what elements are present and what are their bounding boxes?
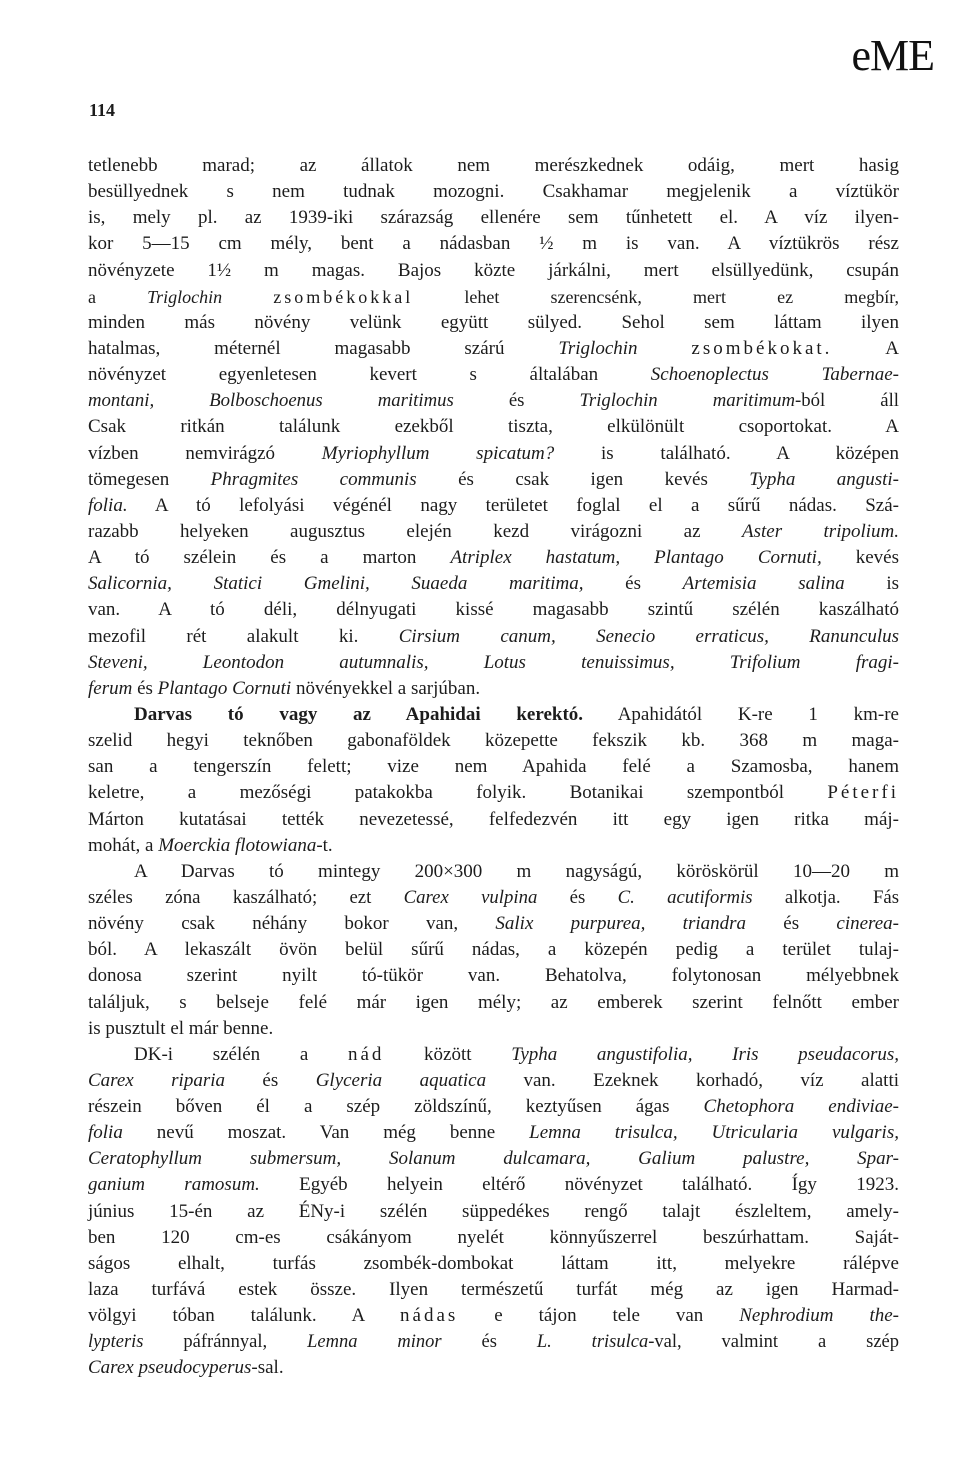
text-line	[88, 728, 899, 754]
text-line	[88, 780, 899, 806]
text-line	[88, 963, 899, 989]
text-segment: Apahidától K-re 1 km-re	[583, 703, 899, 725]
text-line	[88, 441, 899, 467]
text-line	[88, 650, 899, 676]
text-line	[88, 310, 899, 336]
italic-species-name: C. acutiformis	[617, 886, 753, 908]
text-segment: Márton kutatásai tették nevezetessé, felfedezvén itt egy igen ritka máj-	[88, 808, 899, 830]
text-line	[88, 990, 899, 1016]
text-segment: laza turfává estek össze. Ilyen természetű turfát még az igen Harmad-	[88, 1279, 899, 1301]
text-segment: razabb helyeken augusztus elején kezd virágozni az	[88, 520, 742, 542]
italic-species-name: Plantago Cornuti	[157, 677, 292, 699]
text-segment: -val, valmint a szép	[648, 1332, 899, 1353]
text-line	[88, 336, 899, 362]
text-segment: san a tengerszín felett; vize nem Apahida felé a Szamosba, hanem	[88, 756, 899, 778]
text-segment: szelid hegyi teknőben gabonaföldek közepette fekszik kb. 368 m maga-	[88, 730, 899, 752]
text-segment: hatalmas, méternél magasabb szárú	[88, 337, 559, 359]
text-line	[88, 258, 899, 284]
italic-species-name: ganium ramosum.	[88, 1174, 260, 1196]
text-segment: mohát, a	[88, 834, 159, 856]
text-segment: is található. A középen	[554, 442, 899, 464]
italic-species-name: Carex pseudocyperus	[88, 1357, 252, 1379]
text-line	[88, 859, 899, 885]
italic-species-name: Atriplex hastatum, Plantago Cornuti,	[450, 547, 822, 569]
text-segment: donosa szerint nyilt tó-tükör van. Behatolva, folytonosan mélyebbnek	[88, 965, 899, 987]
text-line	[88, 153, 899, 179]
text-segment: és	[441, 1332, 537, 1353]
italic-species-name: folia.	[88, 494, 128, 516]
text-segment: minden más növény velünk együtt sülyed. Sehol sem láttam ilyen	[88, 311, 899, 333]
text-segment: és	[746, 913, 837, 935]
italic-species-name: Triglochin	[558, 337, 638, 359]
text-line	[88, 597, 899, 623]
text-segment: nevű moszat. Van még benne	[122, 1122, 530, 1144]
text-segment: tetlenebb marad; az állatok nem merészkednek odáig, mert hasig	[88, 155, 899, 176]
text-segment: széles zóna kaszálható; ezt	[88, 886, 404, 908]
spaced-emphasis-text: Péterfi	[827, 782, 899, 804]
italic-species-name: Triglochin	[147, 286, 223, 307]
text-line	[88, 1199, 899, 1225]
italic-species-name: L. trisulca	[536, 1332, 649, 1353]
text-segment: A tó szélein és a marton	[88, 547, 451, 569]
text-line	[88, 1277, 899, 1303]
italic-species-name: Typha angustifolia, Iris pseudacorus,	[511, 1043, 899, 1065]
text-line	[88, 467, 899, 493]
italic-species-name: folia	[88, 1122, 123, 1144]
italic-species-name: Myriophyllum spicatum?	[321, 442, 555, 464]
text-segment: és	[453, 390, 580, 412]
text-segment: -sal.	[251, 1357, 284, 1379]
text-segment: növény csak néhány bokor van,	[88, 913, 496, 935]
italic-species-name: Nephrodium the-	[739, 1305, 899, 1327]
text-segment: ból. A lekaszált övön belül sűrű nádas, a közepén pedig a terület tulaj-	[88, 939, 899, 961]
text-line	[88, 833, 899, 859]
italic-species-name: cinerea-	[836, 913, 899, 935]
italic-species-name: Carex riparia	[88, 1069, 225, 1091]
text-segment: is, mely pl. az 1939-iki szárazság ellenére sem tűnhetett el. A víz ilyen-	[88, 207, 899, 229]
text-line	[88, 1355, 899, 1381]
text-segment: van. A tó déli, délnyugati kissé magasabb szintű szélén kaszálható	[88, 599, 899, 621]
text-segment: mezofil rét alakult ki.	[88, 625, 399, 647]
text-line	[88, 702, 899, 728]
text-segment: és	[583, 573, 683, 595]
text-segment: részein bőven él a szép zöldszínű, keztyűsen ágas	[88, 1096, 704, 1118]
italic-species-name: Lemna minor	[307, 1332, 442, 1353]
text-segment: e tájon tele van	[458, 1305, 740, 1327]
italic-species-name: Moerckia flotowiana-	[158, 834, 323, 856]
text-line	[88, 937, 899, 963]
text-line	[88, 1172, 899, 1198]
text-segment: növényzet egyenletesen kevert s általában	[88, 364, 651, 386]
italic-species-name: montani, Bolboschoenus maritimus	[88, 390, 454, 412]
text-segment: A tó lefolyási végénél nagy területet foglal el a sűrű nádas. Szá-	[127, 494, 899, 516]
text-segment: t.	[322, 834, 333, 856]
text-segment: és	[132, 677, 158, 699]
bold-heading-text: Darvas tó vagy az Apahidai kerektó.	[134, 703, 584, 725]
text-segment: Csak ritkán találunk ezekből tiszta, elkülönült csoportokat. A	[88, 416, 899, 438]
italic-species-name: Chetophora endiviae-	[703, 1096, 899, 1118]
text-line	[88, 1016, 899, 1042]
spaced-emphasis-text: nád	[347, 1043, 385, 1065]
text-line	[88, 885, 899, 911]
italic-species-name: Salix purpurea, triandra	[495, 913, 747, 935]
text-segment: ságos elhalt, turfás zsombék-dombokat láttam itt, melyekre rálépve	[88, 1252, 899, 1274]
text-line	[88, 1146, 899, 1172]
italic-species-name: ferum	[88, 677, 133, 699]
text-line	[88, 205, 899, 231]
text-segment: kevés	[821, 547, 899, 569]
italic-species-name: Schoenoplectus Tabernae-	[650, 364, 899, 386]
text-segment: Egyéb helyein eltérő növényzet található. Így 1923.	[259, 1174, 899, 1196]
text-segment: alkotja. Fás	[752, 886, 899, 908]
text-segment: vízben nemvirágzó	[88, 442, 322, 464]
text-segment: is	[844, 573, 899, 595]
text-segment: június 15-én az ÉNy-i szélén süppedékes rengő talajt észleltem, amely-	[88, 1200, 899, 1222]
text-line	[88, 414, 899, 440]
page-body-text	[88, 153, 899, 1382]
italic-species-name: Cirsium canum, Senecio erraticus, Ranunculus	[398, 625, 899, 647]
text-line	[88, 1303, 899, 1329]
text-line	[88, 1068, 899, 1094]
text-segment: besüllyednek s nem tudnak mozogni. Csakhamar megjelenik a víztükör	[88, 181, 899, 203]
text-segment: van. Ezeknek korhadó, víz alatti	[486, 1069, 899, 1091]
text-segment: növényzete 1½ m magas. Bajos közte járkálni, mert elsüllyedünk, csupán	[88, 259, 899, 281]
text-line	[88, 493, 899, 519]
text-line	[88, 1094, 899, 1120]
text-segment	[638, 338, 692, 359]
text-segment: és	[225, 1069, 316, 1091]
text-segment	[222, 287, 273, 307]
text-line	[88, 911, 899, 937]
text-segment: között	[384, 1043, 512, 1065]
text-line	[88, 624, 899, 650]
italic-species-name: Salicornia, Statici Gmelini, Suaeda maritima,	[88, 573, 584, 595]
text-line	[88, 1042, 899, 1068]
italic-species-name: Triglochin maritimum	[579, 390, 795, 412]
text-line	[88, 754, 899, 780]
text-segment: DK-i szélén a	[134, 1043, 348, 1065]
text-line	[88, 1225, 899, 1251]
italic-species-name: Typha angusti-	[749, 468, 899, 490]
text-line	[88, 179, 899, 205]
text-line	[88, 807, 899, 833]
text-line	[88, 362, 899, 388]
text-line	[88, 284, 899, 310]
text-segment: A Darvas tó mintegy 200×300 m nagyságú, köröskörül 10—20 m	[134, 860, 899, 882]
text-segment: ben 120 cm-es csákányom nyelét könnyűszerrel beszúrhattam. Saját-	[88, 1226, 899, 1248]
italic-species-name: lypteris	[88, 1332, 144, 1353]
publisher-logo: eME	[851, 31, 934, 80]
text-line	[88, 388, 899, 414]
text-segment: -ból áll	[795, 390, 899, 412]
page-number: 114	[89, 100, 116, 120]
text-segment: a	[88, 286, 148, 307]
text-segment: és csak igen kevés	[416, 468, 750, 490]
italic-species-name: Phragmites communis	[210, 468, 417, 490]
text-line	[88, 1120, 899, 1146]
text-segment: keletre, a mezőségi patakokba folyik. Botanikai szempontból	[88, 782, 828, 804]
text-segment: tömegesen	[88, 468, 211, 490]
text-segment: növényekkel a sarjúban.	[291, 677, 481, 699]
text-segment: páfránnyal,	[143, 1332, 308, 1353]
spaced-emphasis-text: zsombékokat.	[691, 337, 833, 359]
text-line	[88, 571, 899, 597]
italic-species-name: Ceratophyllum submersum, Solanum dulcamara, Galium palustre, Spar-	[88, 1148, 899, 1170]
text-segment: találjuk, s belseje felé már igen mély; az emberek szerint felnőtt ember	[88, 991, 899, 1013]
text-line	[88, 1251, 899, 1277]
spaced-emphasis-text: nádas	[400, 1305, 459, 1327]
italic-species-name: Glyceria aquatica	[315, 1069, 487, 1091]
italic-species-name: Carex vulpina	[403, 886, 538, 908]
text-segment: és	[537, 886, 618, 908]
text-segment: lehet szerencsénk, mert ez megbír,	[413, 286, 899, 307]
italic-species-name: Aster tripolium.	[741, 520, 899, 542]
text-line	[88, 545, 899, 571]
text-line	[88, 676, 899, 702]
text-segment: völgyi tóban találunk. A	[88, 1305, 401, 1327]
text-line	[88, 1329, 899, 1355]
text-segment: kor 5—15 cm mély, bent a nádasban ½ m is van. A víztükrös rész	[88, 233, 899, 255]
text-segment: A	[832, 337, 899, 359]
spaced-emphasis-text: zsombékokkal	[273, 286, 414, 307]
italic-species-name: Lemna trisulca, Utricularia vulgaris,	[529, 1122, 899, 1144]
text-line	[88, 519, 899, 545]
text-segment: is pusztult el már benne.	[88, 1017, 274, 1039]
text-line	[88, 231, 899, 257]
italic-species-name: Artemisia salina	[682, 573, 845, 595]
italic-species-name: Steveni, Leontodon autumnalis, Lotus tenuissimus, Trifolium fragi-	[88, 651, 899, 673]
